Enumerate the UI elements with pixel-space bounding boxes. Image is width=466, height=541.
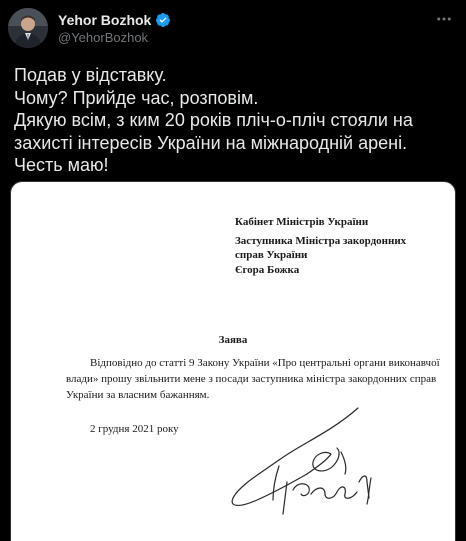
tweet-line: Чому? Прийде час, розповім. — [14, 87, 259, 108]
addressee-line: Кабінет Міністрів України — [235, 216, 369, 228]
addressee-line: Заступника Міністра закордонних справ України — [235, 235, 407, 261]
letter-body-line: України за власним бажанням. — [66, 389, 210, 401]
tweet-line: Честь маю! — [14, 155, 109, 175]
more-options-button[interactable] — [432, 10, 456, 28]
letter-body-line: влади» прошу звільнити мене з посади заступника міністра закордонних справ — [66, 373, 437, 385]
author-handle[interactable]: @YehorBozhok — [58, 30, 149, 45]
tweet-line: Подав у відставку. — [14, 65, 167, 85]
tweet-header — [8, 8, 458, 48]
letter-title: Заява — [218, 334, 248, 346]
addressee-line: Єгора Божка — [235, 264, 300, 276]
attached-image[interactable] — [10, 181, 456, 541]
avatar[interactable] — [8, 8, 48, 48]
verified-badge-icon — [155, 12, 171, 28]
author-name[interactable]: Yehor Bozhok — [58, 12, 152, 28]
tweet-text — [14, 64, 454, 177]
tweet-line: Дякую всім, з ким 20 років пліч-о-пліч стояли на — [14, 110, 413, 130]
resignation-letter — [11, 182, 455, 541]
letter-body-line: Відповідно до статті 9 Закону України «Про центральні органи виконавчої — [90, 357, 440, 369]
tweet-line: захисті інтересів України на міжнародній арені. — [14, 132, 408, 153]
letter-date: 2 грудня 2021 року — [90, 423, 179, 435]
more-horizontal-icon — [435, 10, 453, 28]
author-name-row — [58, 12, 171, 28]
avatar-photo-icon — [8, 8, 48, 48]
